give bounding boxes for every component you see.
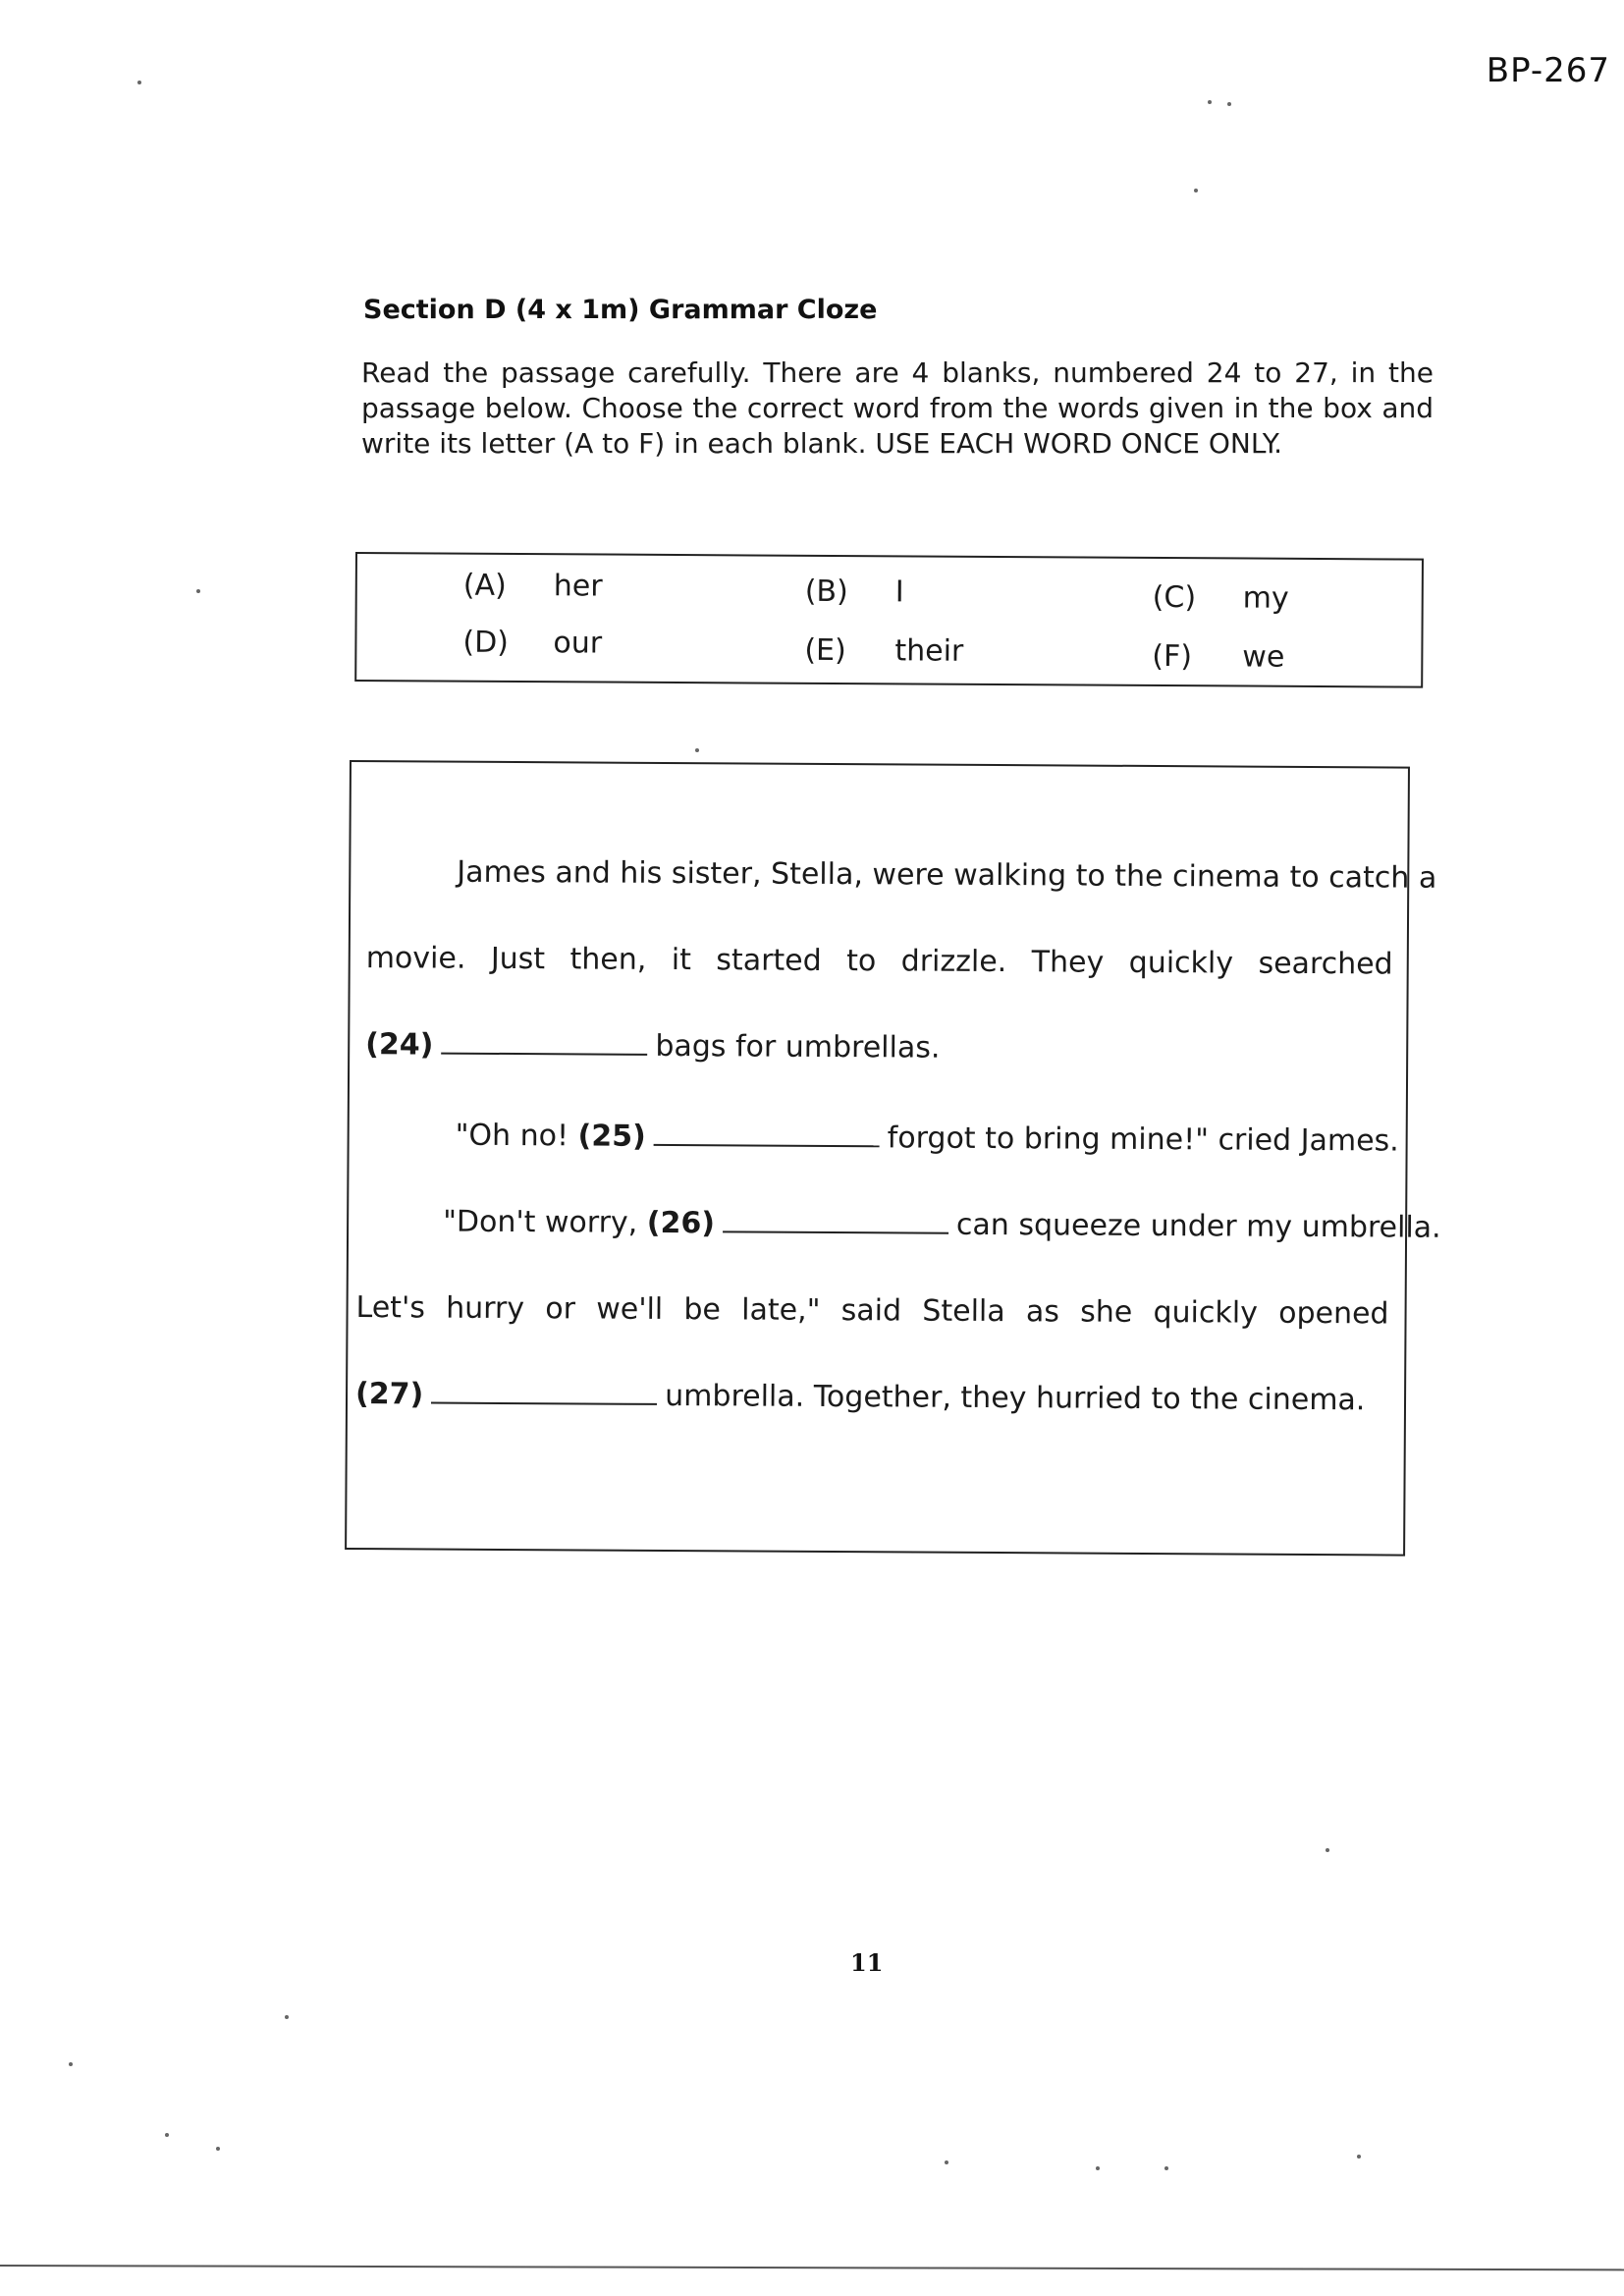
passage-word: Just xyxy=(490,941,546,977)
scan-speck xyxy=(216,2147,220,2151)
passage-word: she xyxy=(1080,1294,1133,1330)
scan-speck xyxy=(1357,2155,1361,2159)
word-option-f xyxy=(1152,639,1284,675)
passage-word: They xyxy=(1031,945,1105,980)
passage-word: opened xyxy=(1278,1295,1389,1332)
option-word: my xyxy=(1242,580,1289,616)
passage-word: as xyxy=(1025,1294,1060,1330)
scan-speck xyxy=(1208,100,1212,104)
passage-word: quickly xyxy=(1128,945,1234,981)
passage-text: "Oh no! xyxy=(455,1118,578,1154)
option-letter: (A) xyxy=(462,568,507,603)
blank-number-24: (24) xyxy=(365,1027,434,1063)
scan-speck xyxy=(695,748,699,752)
option-letter: (F) xyxy=(1152,638,1193,675)
passage-word: it xyxy=(671,943,692,978)
passage-line-1: James and his sister, Stella, were walking to the cinema to catch a xyxy=(457,854,1437,896)
passage-word: started xyxy=(716,943,822,978)
passage-text: "Don't worry, xyxy=(443,1204,647,1240)
scan-speck xyxy=(1227,102,1231,106)
page-number: 11 xyxy=(850,1948,884,1977)
word-box xyxy=(354,552,1424,688)
passage-line-6 xyxy=(355,1288,1388,1334)
scan-speck xyxy=(1326,1848,1329,1852)
passage-line-2 xyxy=(366,939,1393,984)
passage-word: Stella xyxy=(922,1293,1005,1330)
passage-box xyxy=(345,760,1441,1557)
passage-word: or xyxy=(545,1291,576,1327)
passage-line-7 xyxy=(355,1375,1382,1420)
scan-speck xyxy=(137,81,141,84)
option-letter: (B) xyxy=(804,574,848,610)
blank-number-26: (26) xyxy=(646,1205,716,1241)
section-heading: Section D (4 x 1m) Grammar Cloze xyxy=(363,295,878,325)
passage-word: quickly xyxy=(1153,1295,1259,1331)
blank-number-25: (25) xyxy=(577,1119,646,1154)
answer-blank-27[interactable] xyxy=(431,1377,657,1405)
passage-word: searched xyxy=(1258,946,1393,982)
passage-word: hurry xyxy=(446,1290,525,1327)
word-option-b xyxy=(805,574,904,610)
option-word: our xyxy=(553,626,603,661)
word-option-c xyxy=(1153,580,1289,616)
scan-speck xyxy=(1096,2166,1100,2170)
option-letter: (E) xyxy=(804,632,846,669)
passage-word: be xyxy=(683,1292,722,1328)
option-word: I xyxy=(894,574,904,610)
passage-word: we'll xyxy=(596,1291,664,1327)
option-word: we xyxy=(1242,639,1285,675)
word-option-d xyxy=(462,626,602,661)
scan-speck xyxy=(1194,189,1198,192)
passage-word: to xyxy=(846,944,877,979)
scan-speck xyxy=(945,2160,948,2164)
answer-blank-24[interactable] xyxy=(441,1027,647,1056)
passage-word: late," xyxy=(741,1292,821,1328)
passage-word: Let's xyxy=(355,1290,425,1326)
scan-speck xyxy=(1164,2166,1168,2170)
passage-word: then, xyxy=(569,942,647,977)
option-letter: (C) xyxy=(1152,579,1197,616)
passage-text: umbrella. Together, they hurried to the cinema. xyxy=(665,1378,1366,1418)
scan-speck xyxy=(285,2015,289,2019)
scan-speck xyxy=(69,2062,73,2066)
passage-word: drizzle. xyxy=(900,944,1007,980)
instructions: Read the passage carefully. There are 4 blanks, numbered 24 to 27, in the passage below. Choose the correct word from the words given in the box and write its letter (A to F) in each blank. USE EACH WORD ONCE ONLY. xyxy=(361,356,1434,460)
passage-line-5 xyxy=(443,1203,1441,1248)
blank-number-27: (27) xyxy=(354,1377,424,1412)
passage-text: forgot to bring mine!" cried James. xyxy=(887,1121,1399,1159)
passage-word: movie. xyxy=(365,941,466,976)
option-word: their xyxy=(894,633,964,669)
bottom-rule xyxy=(0,2265,1624,2270)
passage-text: bags for umbrellas. xyxy=(655,1028,941,1066)
passage-text: can squeeze under my umbrella. xyxy=(955,1207,1441,1245)
word-option-e xyxy=(804,633,963,669)
scan-speck xyxy=(165,2133,169,2137)
answer-blank-25[interactable] xyxy=(654,1119,880,1147)
option-letter: (D) xyxy=(462,625,510,660)
passage-line-4 xyxy=(456,1117,1399,1162)
passage-word: said xyxy=(840,1293,902,1329)
scan-speck xyxy=(196,589,200,593)
answer-blank-26[interactable] xyxy=(723,1205,948,1233)
page-code: BP-267 xyxy=(1486,51,1610,90)
passage-line-3 xyxy=(365,1025,1392,1070)
option-word: her xyxy=(553,569,603,604)
word-option-a xyxy=(463,569,603,604)
